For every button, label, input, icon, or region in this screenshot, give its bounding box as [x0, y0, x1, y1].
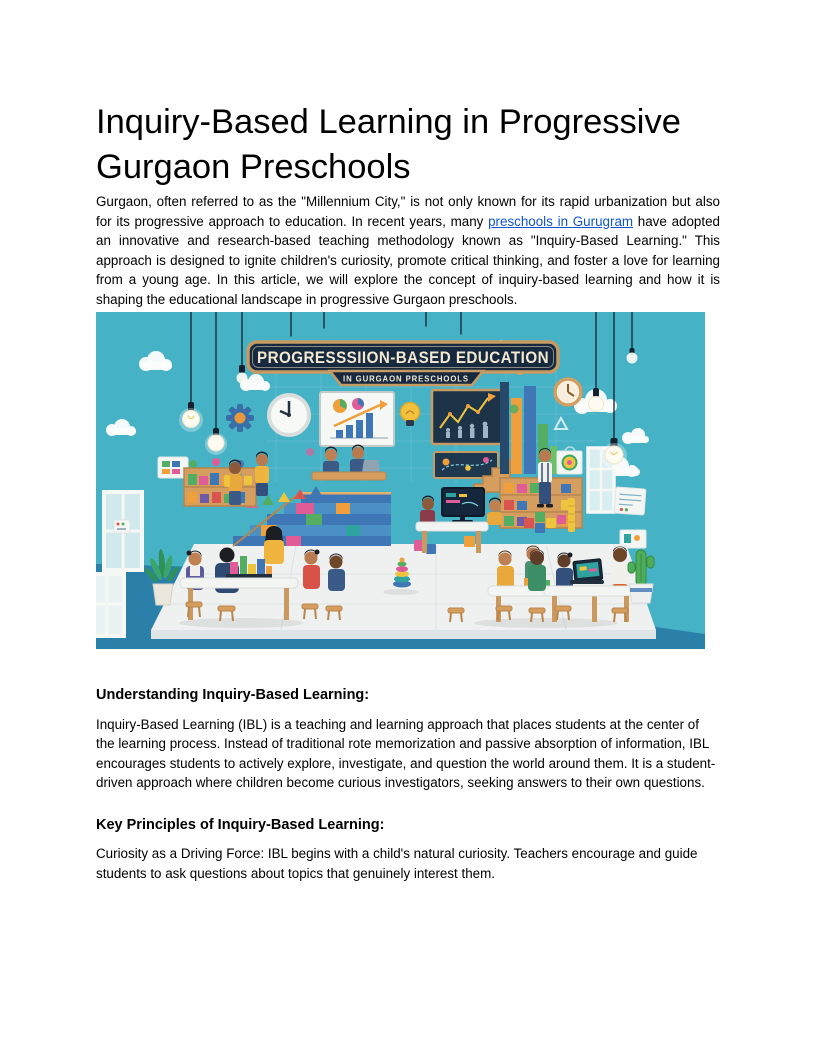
section-heading-understanding: Understanding Inquiry-Based Learning: — [96, 687, 370, 703]
chalkboard-line-chart — [432, 390, 502, 444]
section-body-understanding: Inquiry-Based Learning (IBL) is a teaching and learning approach that places students at the center of the learning process. Instead of traditional rote memorization and passive absorption of information, IBL encourages students to actively explore, investigate, and question the world around them. It is a student-driven approach where children become curious investigators, seeking answers to their own questions. — [96, 716, 716, 790]
page-title: Inquiry-Based Learning in Progressive Gurgaon Preschools — [96, 103, 681, 186]
section-understanding — [96, 686, 720, 793]
child-standing-shelf — [537, 448, 553, 508]
intro-paragraph — [96, 192, 720, 309]
banner-subtitle-text: IN GURGAON PRESCHOOLS — [343, 373, 469, 384]
classroom-illustration-svg — [96, 312, 705, 649]
gear-icon — [226, 404, 254, 432]
section-key-principles — [96, 816, 720, 884]
banner-title-text: PROGRESSSIION-BASED EDUCATION — [257, 348, 549, 367]
wall-card-right — [614, 487, 646, 515]
classroom-illustration — [96, 312, 705, 649]
section-body-key-principles: Curiosity as a Driving Force: IBL begins with a child's natural curiosity. Teachers encourage and guide students to ask questions about topics that genuinely interest them. — [96, 846, 698, 881]
document-content — [96, 100, 720, 906]
whiteboard-chart — [320, 392, 394, 446]
preschools-in-gurugram-link[interactable]: preschools in Gurugram — [488, 213, 634, 229]
section-heading-key-principles: Key Principles of Inquiry-Based Learning: — [96, 816, 385, 833]
intro-text-after-link: have adopted an innovative and research-based teaching methodology known as "Inquiry-Based Learning." This approach is designed to ignite children's curiosity, promote critical thinking, and foster a love for learning from a young age. In this article, we will explore the concept of inquiry-based learning and how it is shaping the educational landscape in progressive Gurgaon preschools. — [96, 213, 720, 307]
poster-circle-right — [557, 451, 582, 474]
wall-clock-icon — [269, 395, 309, 435]
chalkboard-dots — [434, 452, 498, 478]
wall-card-small-left — [114, 520, 130, 533]
clock-tan-icon — [555, 379, 581, 405]
intro-text-before-link: Gurgaon, often referred to as the "Millennium City," is not only known for its rapid urbanization but also for its progressive approach to education. In recent years, many — [96, 194, 720, 229]
